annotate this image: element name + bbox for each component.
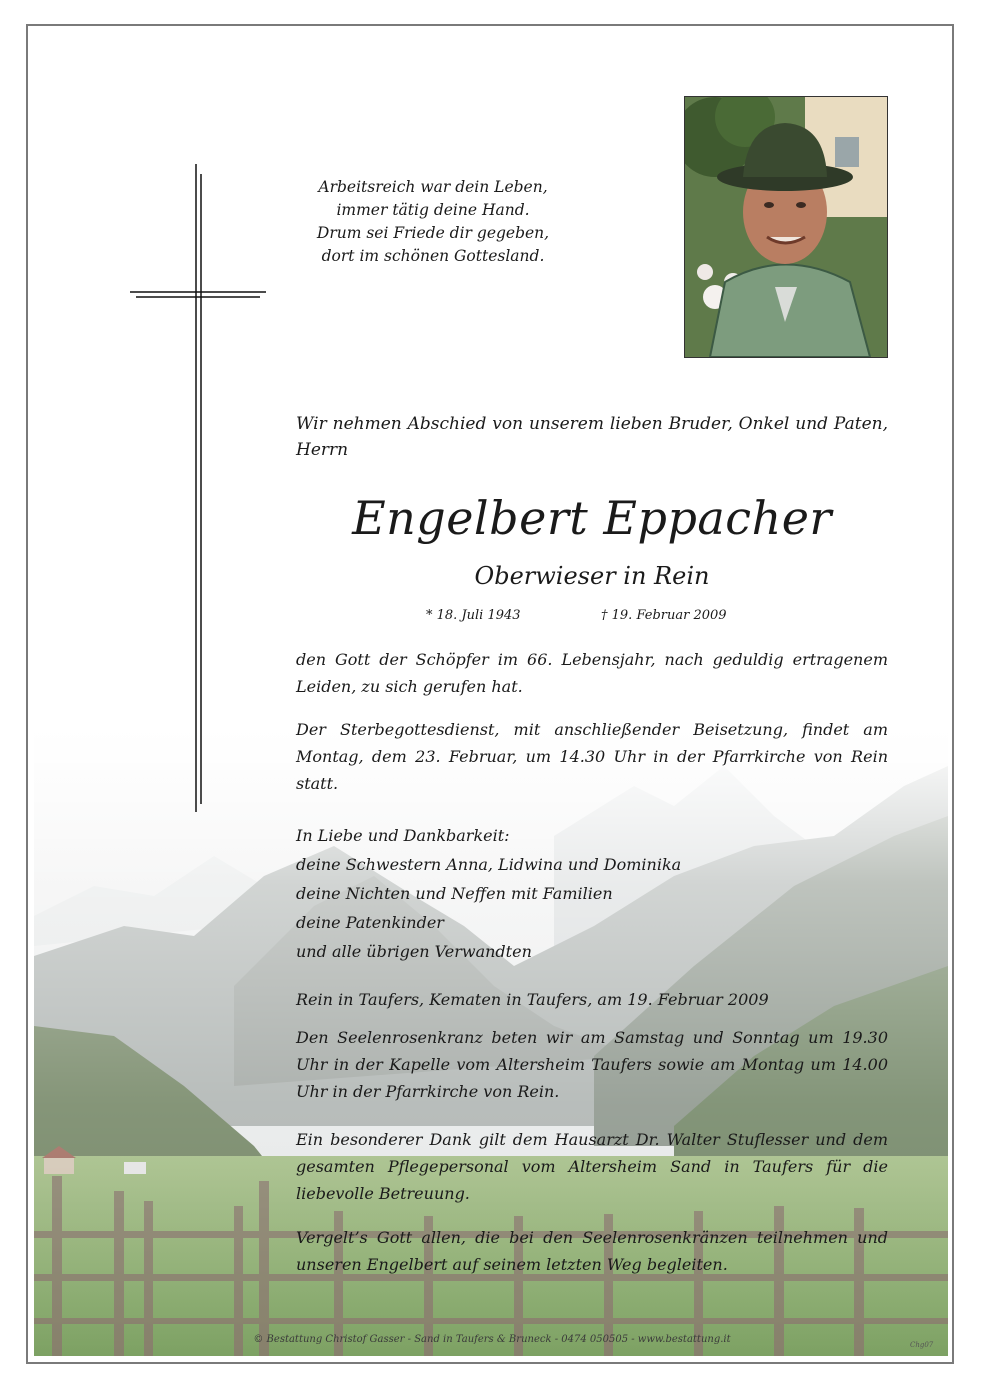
- quote-line: immer tätig deine Hand.: [336, 201, 530, 219]
- memorial-quote: [308, 176, 558, 268]
- thanks-text: Ein besonderer Dank gilt dem Hausarzt Dr. Walter Stuflesser und dem gesamten Pflegepersonal vom Altersheim Sand in Taufers für die liebevolle Betreuung.: [296, 1130, 888, 1203]
- deceased-name: Engelbert Eppacher: [352, 491, 832, 545]
- deceased-farm-name: Oberwieser in Rein: [474, 562, 710, 590]
- quote-line: dort im schönen Gottesland.: [321, 247, 545, 265]
- mourner-line: und alle übrigen Verwandten: [296, 942, 532, 961]
- mourners-heading: In Liebe und Dankbarkeit:: [296, 826, 510, 845]
- death-announcement: den Gott der Schöpfer im 66. Lebensjahr, nach geduldig ertragenem Leiden, zu sich gerufen hat.: [296, 650, 888, 696]
- obituary-card: [26, 24, 954, 1364]
- birth-date: * 18. Juli 1943: [426, 608, 521, 623]
- mourners-list: [296, 821, 888, 966]
- closing-text: Vergelt’s Gott allen, die bei den Seelenrosenkränzen teilnehmen und unseren Engelbert auf seinem letzten Weg begleiten.: [296, 1228, 888, 1274]
- place-date: Rein in Taufers, Kematen in Taufers, am 19. Februar 2009: [296, 990, 769, 1009]
- death-date: † 19. Februar 2009: [601, 608, 727, 623]
- portrait-photo: [684, 96, 888, 358]
- funeral-info: Der Sterbegottesdienst, mit anschließender Beisetzung, findet am Montag, dem 23. Februar, um 14.30 Uhr in der Pfarrkirche von Rein statt.: [296, 720, 888, 793]
- mourner-line: deine Schwestern Anna, Lidwina und Dominika: [296, 855, 682, 874]
- quote-line: Arbeitsreich war dein Leben,: [318, 178, 548, 196]
- footer-credit: © Bestattung Christof Gasser - Sand in Taufers & Bruneck - 0474 050505 - www.bestattung.it: [253, 1334, 731, 1345]
- mourner-line: deine Nichten und Neffen mit Familien: [296, 884, 613, 903]
- mourner-line: deine Patenkinder: [296, 913, 444, 932]
- quote-line: Drum sei Friede dir gegeben,: [316, 224, 550, 242]
- rosary-info: Den Seelenrosenkranz beten wir am Samstag und Sonntag um 19.30 Uhr in der Kapelle vom Altersheim Taufers sowie am Montag um 14.00 Uhr in der Pfarrkirche von Rein.: [296, 1028, 888, 1101]
- designer-signature: Chg07: [910, 1341, 934, 1349]
- cross-icon: [128, 164, 268, 812]
- intro-text: Wir nehmen Abschied von unserem lieben Bruder, Onkel und Paten, Herrn: [296, 414, 888, 460]
